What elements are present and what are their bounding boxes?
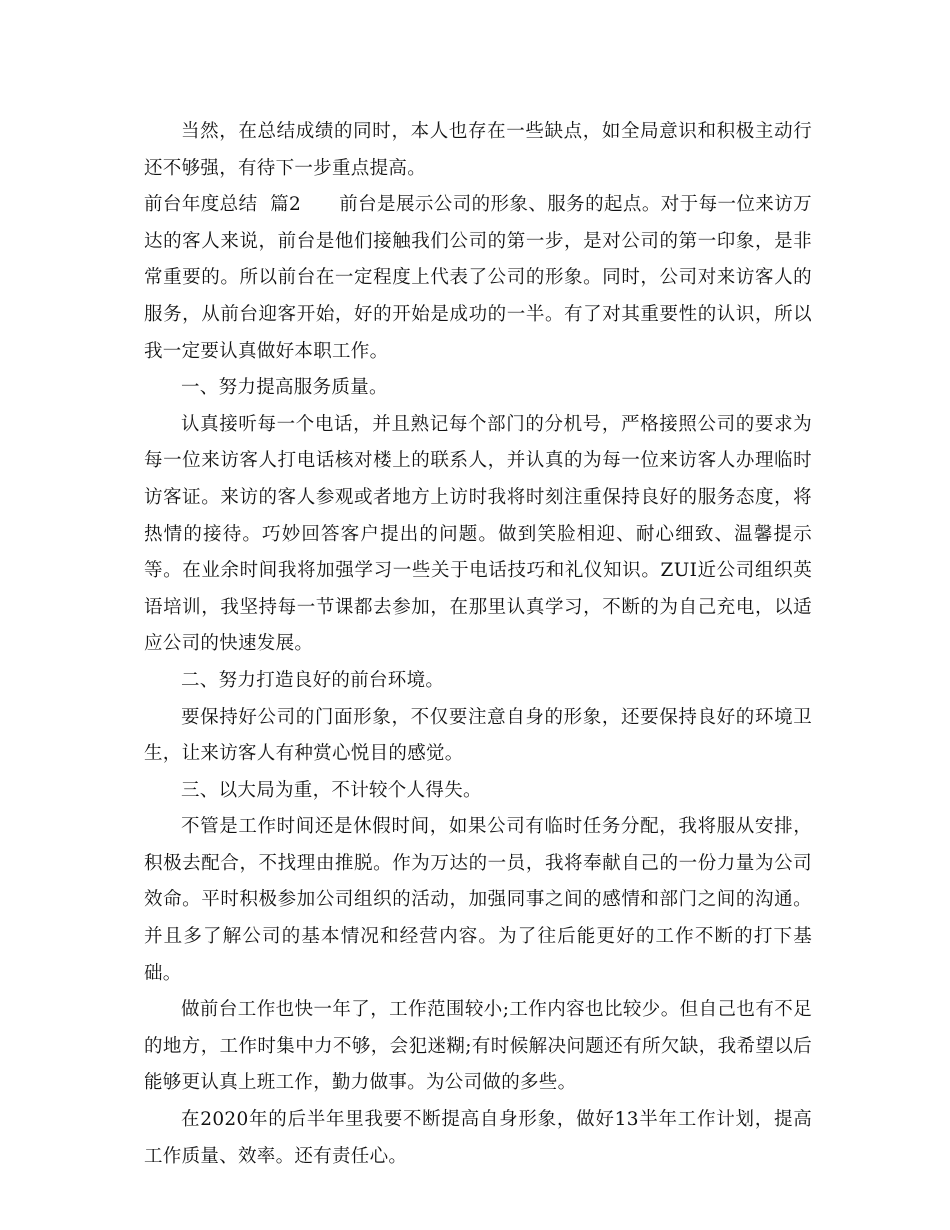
paragraph-8: 不管是工作时间还是休假时间，如果公司有临时任务分配，我将服从安排，积极去配合，不找理由推脱。作为万达的一员，我将奉献自己的一份力量为公司效命。平时积极参加公司组织的活动，加强同事之间的感情和部门之间的沟通。并且多了解公司的基本情况和经营内容。为了往后能更好的工作不断的打下基础。 [144,816,812,984]
paragraph-5: 二、努力打造良好的前台环境。 [181,669,445,691]
paragraph-6: 要保持好公司的门面形象，不仅要注意自身的形象，还要保持良好的环境卫生，让来访客人有种赏心悦目的感觉。 [144,706,812,765]
paragraph-4: 认真接听每一个电话，并且熟记每个部门的分机号，严格接照公司的要求为每一位来访客人打电话核对楼上的联系人，并认真的为每一位来访客人办理临时访客证。来访的客人参观或者地方上访时我将时刻注重保持良好的服务态度，将热情的接待。巧妙回答客户提出的问题。做到笑脸相迎、耐心细致、温馨提示等。在业余时间我将加强学习一些关于电话技巧和礼仪知识。ZUI近公司组织英语培训，我坚持每一节课都去参加，在那里认真学习，不断的为自己充电，以适应公司的快速发展。 [144,413,812,655]
paragraph-1: 当然，在总结成绩的同时，本人也存在一些缺点，如全局意识和积极主动行还不够强，有待下一步重点提高。 [144,121,812,179]
document-body [144,114,812,1175]
paragraph-7: 三、以大局为重，不计较个人得失。 [181,779,482,801]
paragraph-10: 在2020年的后半年里我要不断提高自身形象，做好13半年工作计划，提高工作质量、效率。还有责任心。 [144,1109,812,1167]
paragraph-2-text: 前台是展示公司的形象、服务的起点。对于每一位来访万达的客人来说，前台是他们接触我们公司的第一步，是对公司的第一印象，是非常重要的。所以前台在一定程度上代表了公司的形象。同时，公司对来访客人的服务，从前台迎客开始，好的开始是成功的一半。有了对其重要性的认识，所以我一定要认真做好本职工作。 [144,194,812,362]
paragraph-3: 一、努力提高服务质量。 [181,377,388,399]
paragraph-2 [144,187,812,370]
section-heading: 前台年度总结 篇2 [144,194,302,216]
paragraph-9: 做前台工作也快一年了，工作范围较小;工作内容也比较少。但自己也有不足的地方，工作时集中力不够，会犯迷糊;有时候解决问题还有所欠缺，我希望以后能够更认真上班工作，勤力做事。为公司做的多些。 [144,999,812,1094]
